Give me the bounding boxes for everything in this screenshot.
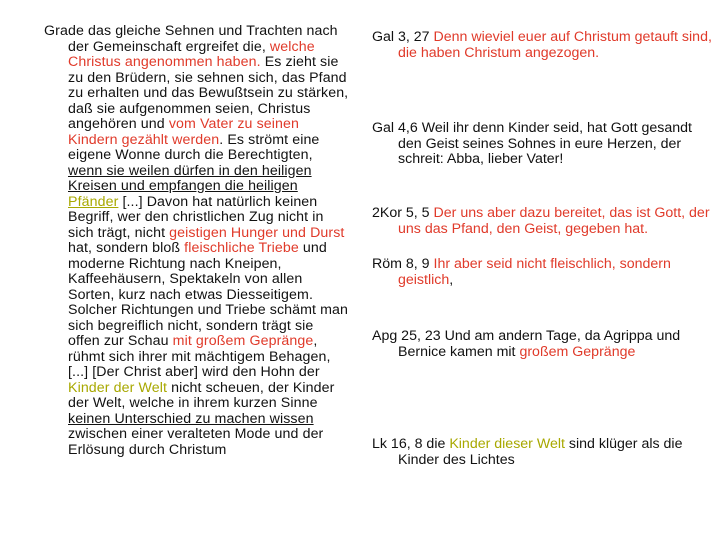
text-segment: Es zieht sie zu den Brüdern, sie sehnen sich, das Pfand zu erhalten und das Bewußtsein zu stärken, daß sie aufgenommen seien, Christus angehören und — [68, 54, 349, 132]
ref-highlight: großem Gepränge — [519, 343, 636, 360]
highlight-red: welche Christus angenommen haben. — [68, 38, 315, 70]
ref-quote: Und am andern Tage, da Agrippa und Bernice kamen mit — [398, 328, 681, 360]
underlined-text: wenn sie weilen dürfen in den heiligen Kreisen und empfangen die heiligen — [68, 162, 312, 194]
highlight-olive: Kinder der Welt — [68, 379, 168, 396]
highlight-olive-underlined: Pfänder — [68, 193, 119, 210]
ref-punctuation: , — [449, 271, 454, 288]
ref-quote: Ihr aber seid nicht fleischlich, sondern geistlich — [398, 256, 671, 288]
ref-lk-16-8 — [372, 437, 718, 468]
ref-quote: Denn wieviel euer auf Christum getauft sind, die haben Christum angezogen. — [398, 29, 712, 61]
ref-2kor-5-5 — [372, 206, 718, 237]
ref-citation: Lk 16, 8 die — [372, 436, 450, 452]
ref-quote: Der uns aber dazu bereitet, das ist Gott, der uns das Pfand, den Geist, gegeben hat. — [398, 205, 710, 237]
underlined-text: keinen Unterschied zu machen wissen — [68, 410, 314, 427]
highlight-red: geistigen Hunger und Durst — [169, 224, 345, 241]
highlight-red: fleischliche Triebe — [184, 240, 299, 256]
ref-highlight: Kinder dieser Welt — [449, 436, 565, 452]
text-segment: Grade das gleiche Sehnen und Trachten nach der Gemeinschaft ergreifet die, — [44, 23, 338, 55]
ref-apg-25-23 — [372, 329, 718, 360]
main-text-column — [44, 24, 349, 458]
text-segment: hat, sondern bloß — [68, 240, 185, 256]
ref-gal-4-6 — [372, 121, 718, 168]
ref-quote: Weil ihr denn Kinder seid, hat Gott gesandt den Geist seines Sohnes in eure Herzen, der schreit: Abba, lieber Vater! — [398, 120, 692, 168]
main-paragraph — [44, 24, 349, 458]
ref-gal-3-27 — [372, 30, 718, 61]
text-segment: und moderne Richtung nach Kneipen, Kaffeehäusern, Spektakeln von allen Sorten, kurz nach etwas Diesseitigem. Solcher Richtungen und Triebe schämt man sich begreiflich nicht, sondern trägt sie offen zur Schau — [68, 240, 349, 349]
ref-citation: 2Kor 5, 5 — [372, 205, 434, 221]
ref-citation: Gal 3, 27 — [372, 29, 434, 45]
ref-citation: Gal 4,6 — [372, 120, 422, 136]
text-segment: [...] Davon hat natürlich keinen Begriff, wer den christlichen Zug nicht in sich trägt, nicht — [68, 193, 324, 241]
text-segment: . Es strömt eine eigene Wonne durch die Berechtigten, — [68, 131, 320, 163]
ref-citation: Apg 25, 23 — [372, 328, 445, 344]
highlight-red: mit großem Gepränge — [172, 333, 314, 349]
text-segment: nicht scheuen, der Kinder der Welt, welche in ihrem kurzen Sinne — [68, 379, 335, 411]
text-segment: , rühmt sich ihrer mit mächtigem Behagen, [...] [Der Christ aber] wird den Hohn der — [68, 333, 331, 380]
ref-roem-8-9 — [372, 257, 718, 288]
highlight-red: vom Vater zu seinen Kindern gezählt werden — [68, 116, 299, 148]
ref-quote: sind klüger als die Kinder des Lichtes — [398, 436, 683, 468]
ref-citation: Röm 8, 9 — [372, 256, 434, 272]
text-segment: zwischen einer veralteten Mode und der Erlösung durch Christum — [68, 426, 324, 458]
